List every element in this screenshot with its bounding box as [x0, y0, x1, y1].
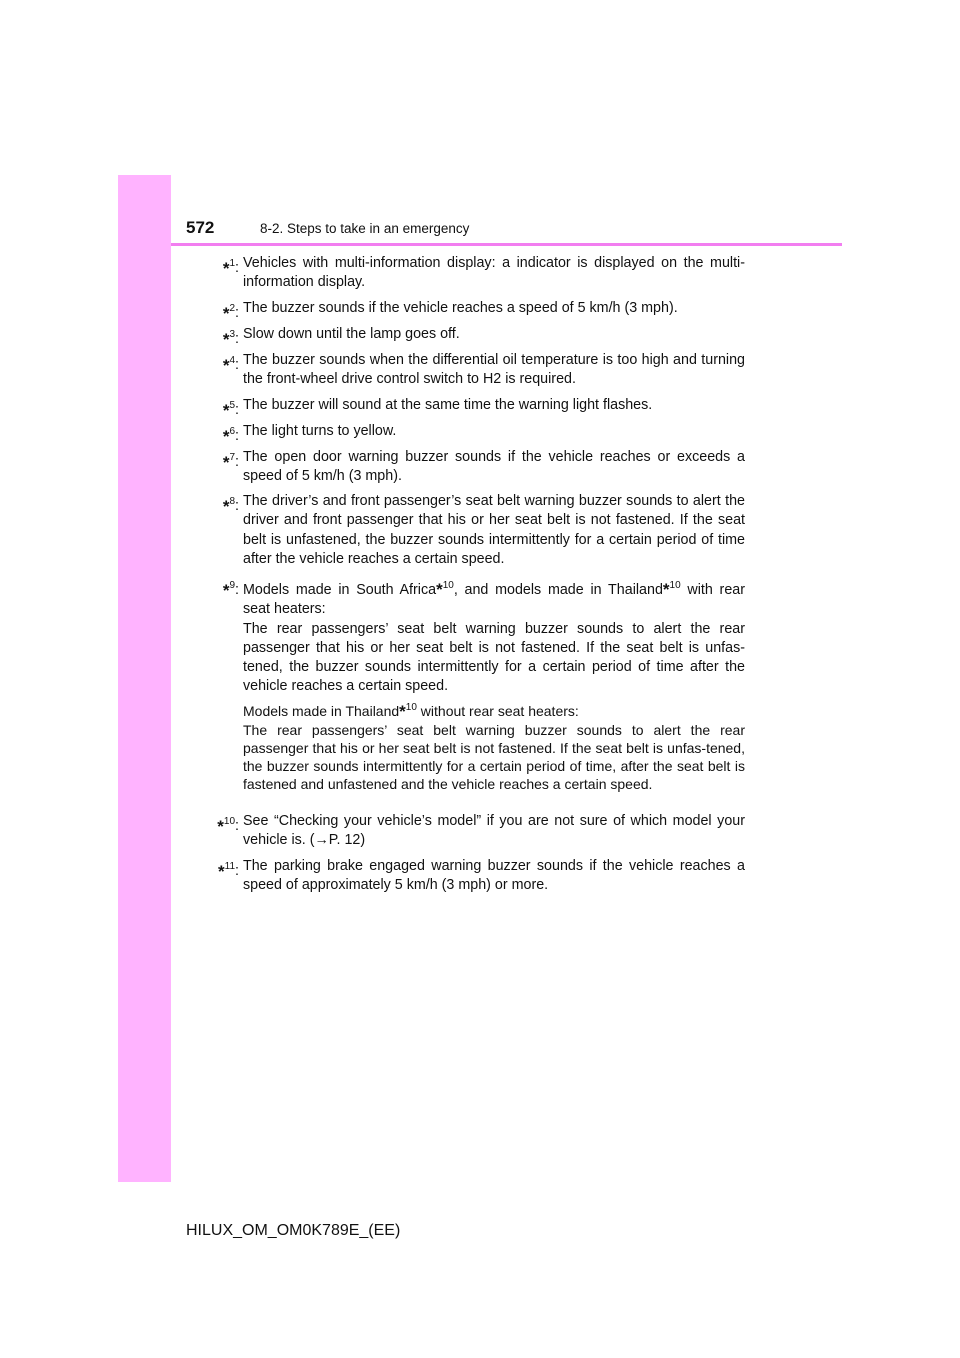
header-rule	[171, 243, 842, 246]
footnote-marker: *$^3$:	[222, 329, 243, 349]
footnote-7: *$^7$: The open door warning buzzer sounds if the vehicle reaches or exceeds a speed of 5 km/h (3 mph).	[222, 449, 745, 485]
footnote-marker: *$^6$:	[222, 426, 243, 446]
footnote-marker: *$^4$:	[222, 355, 243, 375]
footnote-marker: *$^{10}$:	[217, 816, 243, 836]
footnote-marker: *$^2$:	[222, 303, 243, 323]
footnote-2: *$^2$: The buzzer sounds if the vehicle reaches a speed of 5 km/h (3 mph).	[222, 300, 678, 323]
footnote-marker: *$^8$:	[222, 496, 243, 516]
section-title: 8-2. Steps to take in an emergency	[260, 221, 470, 236]
footnote-marker: *$^7$:	[222, 452, 243, 472]
footnote-1: *$^1$: Vehicles with multi-information display: a indicator is displayed on the multi-information display.	[222, 255, 745, 291]
page-number: 572	[186, 218, 215, 237]
footnote-5: *$^5$: The buzzer will sound at the same time the warning light flashes.	[222, 397, 653, 420]
footnote-9: *$^9$: Models made in South Africa*$^{10}$, and models made in Thailand*$^{10}$ with rear seat heaters: The rear passengers’ seat belt warning buzzer sounds to alert the rear passenger that his or her seat belt is not fastened. If the seat belt is unfas-tened, the buzzer sounds intermittently for a certain period of time after the vehicle reaches a certain speed.	[243, 576, 745, 697]
footnote-6: *$^6$: The light turns to yellow.	[222, 423, 397, 446]
footnote-8: *$^8$: The driver’s and front passenger’s seat belt warning buzzer sounds to alert the driver and front passenger that his or her seat belt is not fastened. If the seat belt is unfastened, the buzzer sounds intermittently for a certain period of time after the vehicle reaches a certain speed.	[222, 493, 745, 567]
footnote-9-thailand: Models made in Thailand*$^{10}$ without rear seat heaters: The rear passengers’ seat belt warning buzzer sounds to alert the rear passenger that his or her seat belt is not fastened. If the seat belt is unfas-tened, the buzzer sounds intermittently for a certain period of time, after the seat belt is fastened and unfastened and the vehicle reaches a certain speed.	[243, 702, 745, 792]
footnote-4: *$^4$: The buzzer sounds when the differential oil temperature is too high and turning the front-wheel drive control switch to H2 is required.	[222, 352, 745, 388]
footnote-marker: *$^9$:	[222, 580, 243, 600]
footnote-10: *$^{10}$: See “Checking your vehicle’s model” if you are not sure of which model your vehicle is. (→P. 12)	[217, 813, 745, 849]
footnote-marker: *$^1$:	[222, 258, 243, 278]
footnote-3: *$^3$: Slow down until the lamp goes off.	[222, 326, 460, 349]
section-tab-bar	[118, 175, 171, 1182]
footnote-marker: *$^5$:	[222, 400, 243, 420]
footnote-11: *$^{11}$: The parking brake engaged warning buzzer sounds if the vehicle reaches a speed of approximately 5 km/h (3 mph) or more.	[218, 858, 745, 894]
document-id: HILUX_OM_OM0K789E_(EE)	[186, 1222, 401, 1239]
footnote-marker: *$^{11}$:	[218, 861, 243, 881]
